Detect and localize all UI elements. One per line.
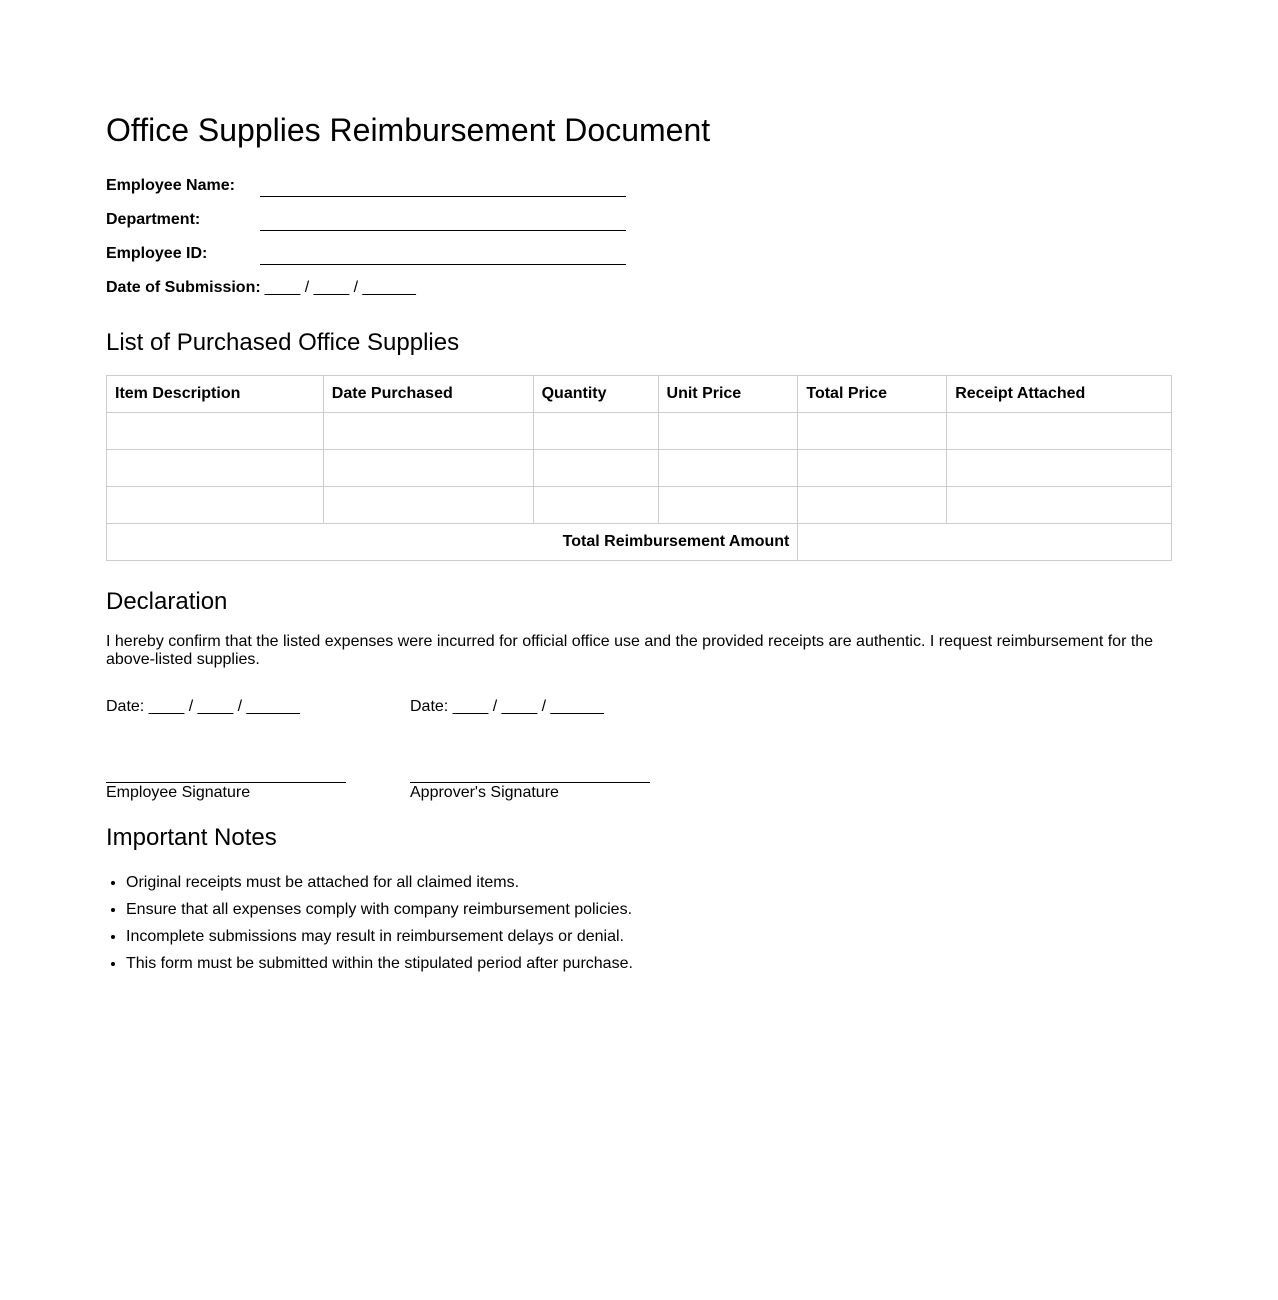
table-cell[interactable] <box>798 450 947 487</box>
employee-name-row <box>106 162 1172 196</box>
list-item: • Ensure that all expenses comply with company reimbursement policies. <box>126 896 1172 923</box>
table-cell[interactable] <box>947 413 1172 450</box>
table-cell[interactable] <box>533 487 658 524</box>
table-cell[interactable] <box>107 487 324 524</box>
submission-date-field[interactable]: ____ / ____ / ______ <box>264 279 416 296</box>
signature-area <box>106 697 1172 803</box>
table-cell[interactable] <box>947 450 1172 487</box>
employee-signature-label: Employee Signature <box>106 784 251 801</box>
list-item: • Original receipts must be attached for all claimed items. <box>126 869 1172 896</box>
department-field[interactable] <box>260 210 626 231</box>
approver-signature-block <box>410 697 714 803</box>
table-cell[interactable] <box>947 487 1172 524</box>
table-row <box>107 450 1172 487</box>
approver-date-field[interactable]: Date: ____ / ____ / ______ <box>410 698 604 715</box>
column-header-quantity: Quantity <box>533 376 658 413</box>
notes-list <box>106 869 1172 977</box>
table-cell[interactable] <box>323 450 533 487</box>
list-item: • This form must be submitted within the stipulated period after purchase. <box>126 950 1172 977</box>
notes-heading: Important Notes <box>106 824 277 851</box>
document-title: Office Supplies Reimbursement Document <box>106 112 711 148</box>
column-header-total-price: Total Price <box>798 376 947 413</box>
submission-date-label: Date of Submission: <box>106 279 261 296</box>
table-cell[interactable] <box>658 413 798 450</box>
list-item: • Incomplete submissions may result in reimbursement delays or denial. <box>126 923 1172 950</box>
department-label: Department: <box>106 211 201 228</box>
column-header-receipt-attached: Receipt Attached <box>947 376 1172 413</box>
table-cell[interactable] <box>658 450 798 487</box>
table-row <box>107 487 1172 524</box>
table-cell[interactable] <box>798 487 947 524</box>
submission-date-row <box>106 264 1172 298</box>
total-reimbursement-label: Total Reimbursement Amount <box>107 524 798 561</box>
column-header-item-description: Item Description <box>107 376 324 413</box>
table-header-row <box>107 376 1172 413</box>
declaration-heading: Declaration <box>106 588 228 615</box>
employee-id-field[interactable] <box>260 244 626 265</box>
employee-name-field[interactable] <box>260 176 626 197</box>
employee-name-label: Employee Name: <box>106 177 235 194</box>
table-cell[interactable] <box>533 450 658 487</box>
declaration-text: I hereby confirm that the listed expenses were incurred for official office use and the provided receipts are authentic. I request reimbursement for the above-listed supplies. <box>106 633 1154 668</box>
supplies-table <box>106 375 1172 561</box>
table-cell[interactable] <box>323 487 533 524</box>
table-cell[interactable] <box>107 413 324 450</box>
employee-date-field[interactable]: Date: ____ / ____ / ______ <box>106 698 300 715</box>
approver-signature-label: Approver's Signature <box>410 784 559 801</box>
total-row <box>107 524 1172 561</box>
employee-id-label: Employee ID: <box>106 245 208 262</box>
supplies-heading: List of Purchased Office Supplies <box>106 329 460 356</box>
total-reimbursement-value[interactable] <box>798 524 1172 561</box>
employee-id-row <box>106 230 1172 264</box>
table-row <box>107 413 1172 450</box>
table-cell[interactable] <box>798 413 947 450</box>
employee-signature-block <box>106 697 410 803</box>
employee-info-block <box>106 162 1172 298</box>
table-cell[interactable] <box>107 450 324 487</box>
table-cell[interactable] <box>533 413 658 450</box>
column-header-date-purchased: Date Purchased <box>323 376 533 413</box>
table-cell[interactable] <box>323 413 533 450</box>
table-cell[interactable] <box>658 487 798 524</box>
column-header-unit-price: Unit Price <box>658 376 798 413</box>
department-row <box>106 196 1172 230</box>
